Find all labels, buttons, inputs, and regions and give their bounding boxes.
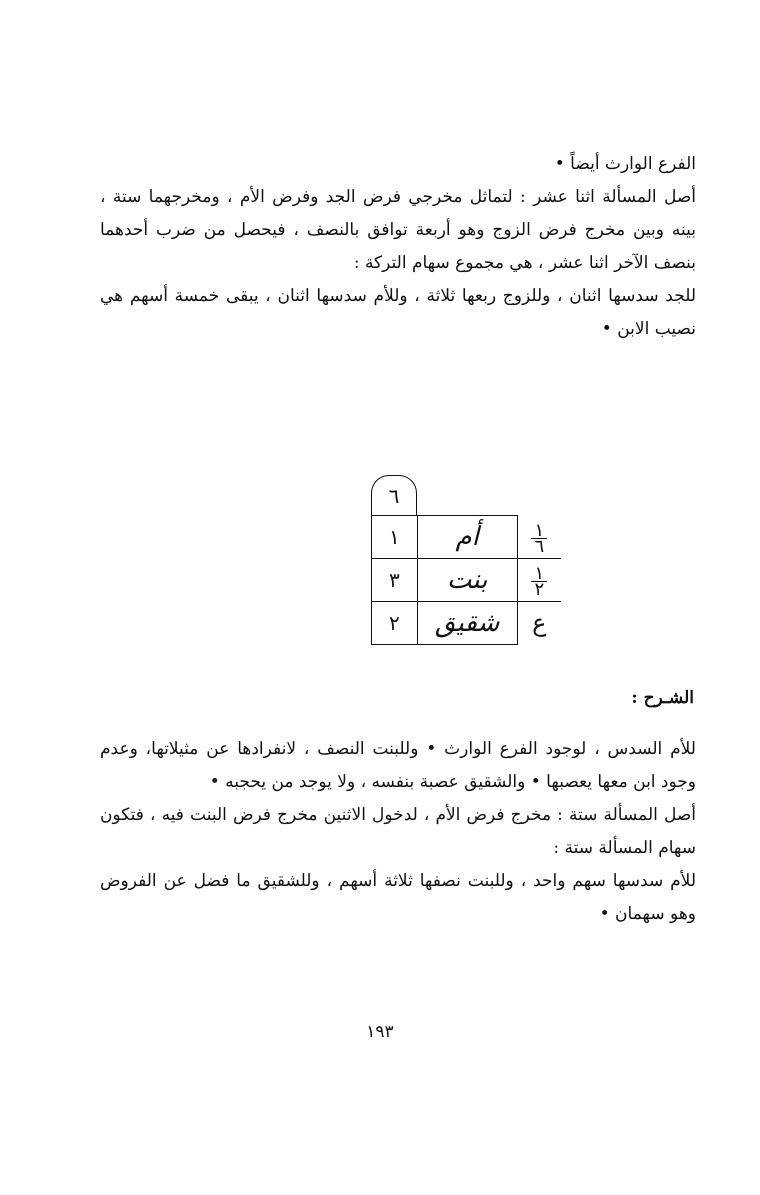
fraction-cell — [517, 559, 561, 602]
explanation-heading: الشـرح : — [631, 688, 694, 708]
paragraph: أصل المسألة اثنا عشر : لتماثل مخرجي فرض الجد وفرض الأم ، ومخرجهما ستة ، بينه وبين مخرج فرض الزوج وهو أربعة توافق بالنصف ، فيحصل من ضرب أحدهما بنصف الآخر اثنا عشر ، هي مجموع سهام التركة : — [100, 187, 696, 273]
fraction — [531, 563, 547, 600]
fraction-cell — [517, 516, 561, 559]
fraction-denominator: ٢ — [534, 579, 545, 600]
paragraph: للأم السدس ، لوجود الفرع الوارث • وللبنت النصف ، لانفرادها عن مثيلاتها، وعدم وجود ابن معها يعصبها • والشقيق عصبة بنفسه ، ولا يوجد من يحجبه • — [100, 739, 696, 792]
inheritance-table — [371, 475, 561, 650]
top-text-block — [100, 148, 696, 346]
paragraph: أصل المسألة ستة : مخرج فرض الأم ، لدخول الاثنين مخرج فرض البنت فيه ، فتكون سهام المسألة ستة : — [100, 805, 696, 858]
paragraph: للجد سدسها اثنان ، وللزوج ربعها ثلاثة ، وللأم سدسها اثنان ، يبقى خمسة أسهم هي نصيب الابن • — [100, 286, 696, 339]
fraction-numerator: ١ — [531, 566, 547, 582]
heir-cell: بنت — [417, 559, 517, 602]
page-number: ١٩٣ — [366, 1022, 394, 1042]
explanation-text-block — [100, 733, 696, 931]
table-row — [372, 602, 562, 645]
heirs-grid — [371, 515, 561, 645]
paragraph: للأم سدسها سهم واحد ، وللبنت نصفها ثلاثة أسهم ، وللشقيق ما فضل عن الفروض وهو سهمان • — [100, 871, 696, 924]
share-cell: ٣ — [372, 559, 418, 602]
heir-cell: أم — [417, 516, 517, 559]
heir-cell: شقيق — [417, 602, 517, 645]
fraction — [531, 519, 547, 557]
problem-base-cell: ٦ — [371, 475, 417, 515]
table-row — [372, 516, 562, 559]
paragraph: الفرع الوارث أيضاً • — [554, 154, 696, 174]
share-cell: ١ — [372, 516, 418, 559]
table-row — [372, 559, 562, 602]
fraction-denominator: ٦ — [534, 535, 545, 557]
share-cell: ٢ — [372, 602, 418, 645]
residuary-cell: ع — [517, 602, 561, 645]
fraction-numerator: ١ — [531, 523, 547, 539]
